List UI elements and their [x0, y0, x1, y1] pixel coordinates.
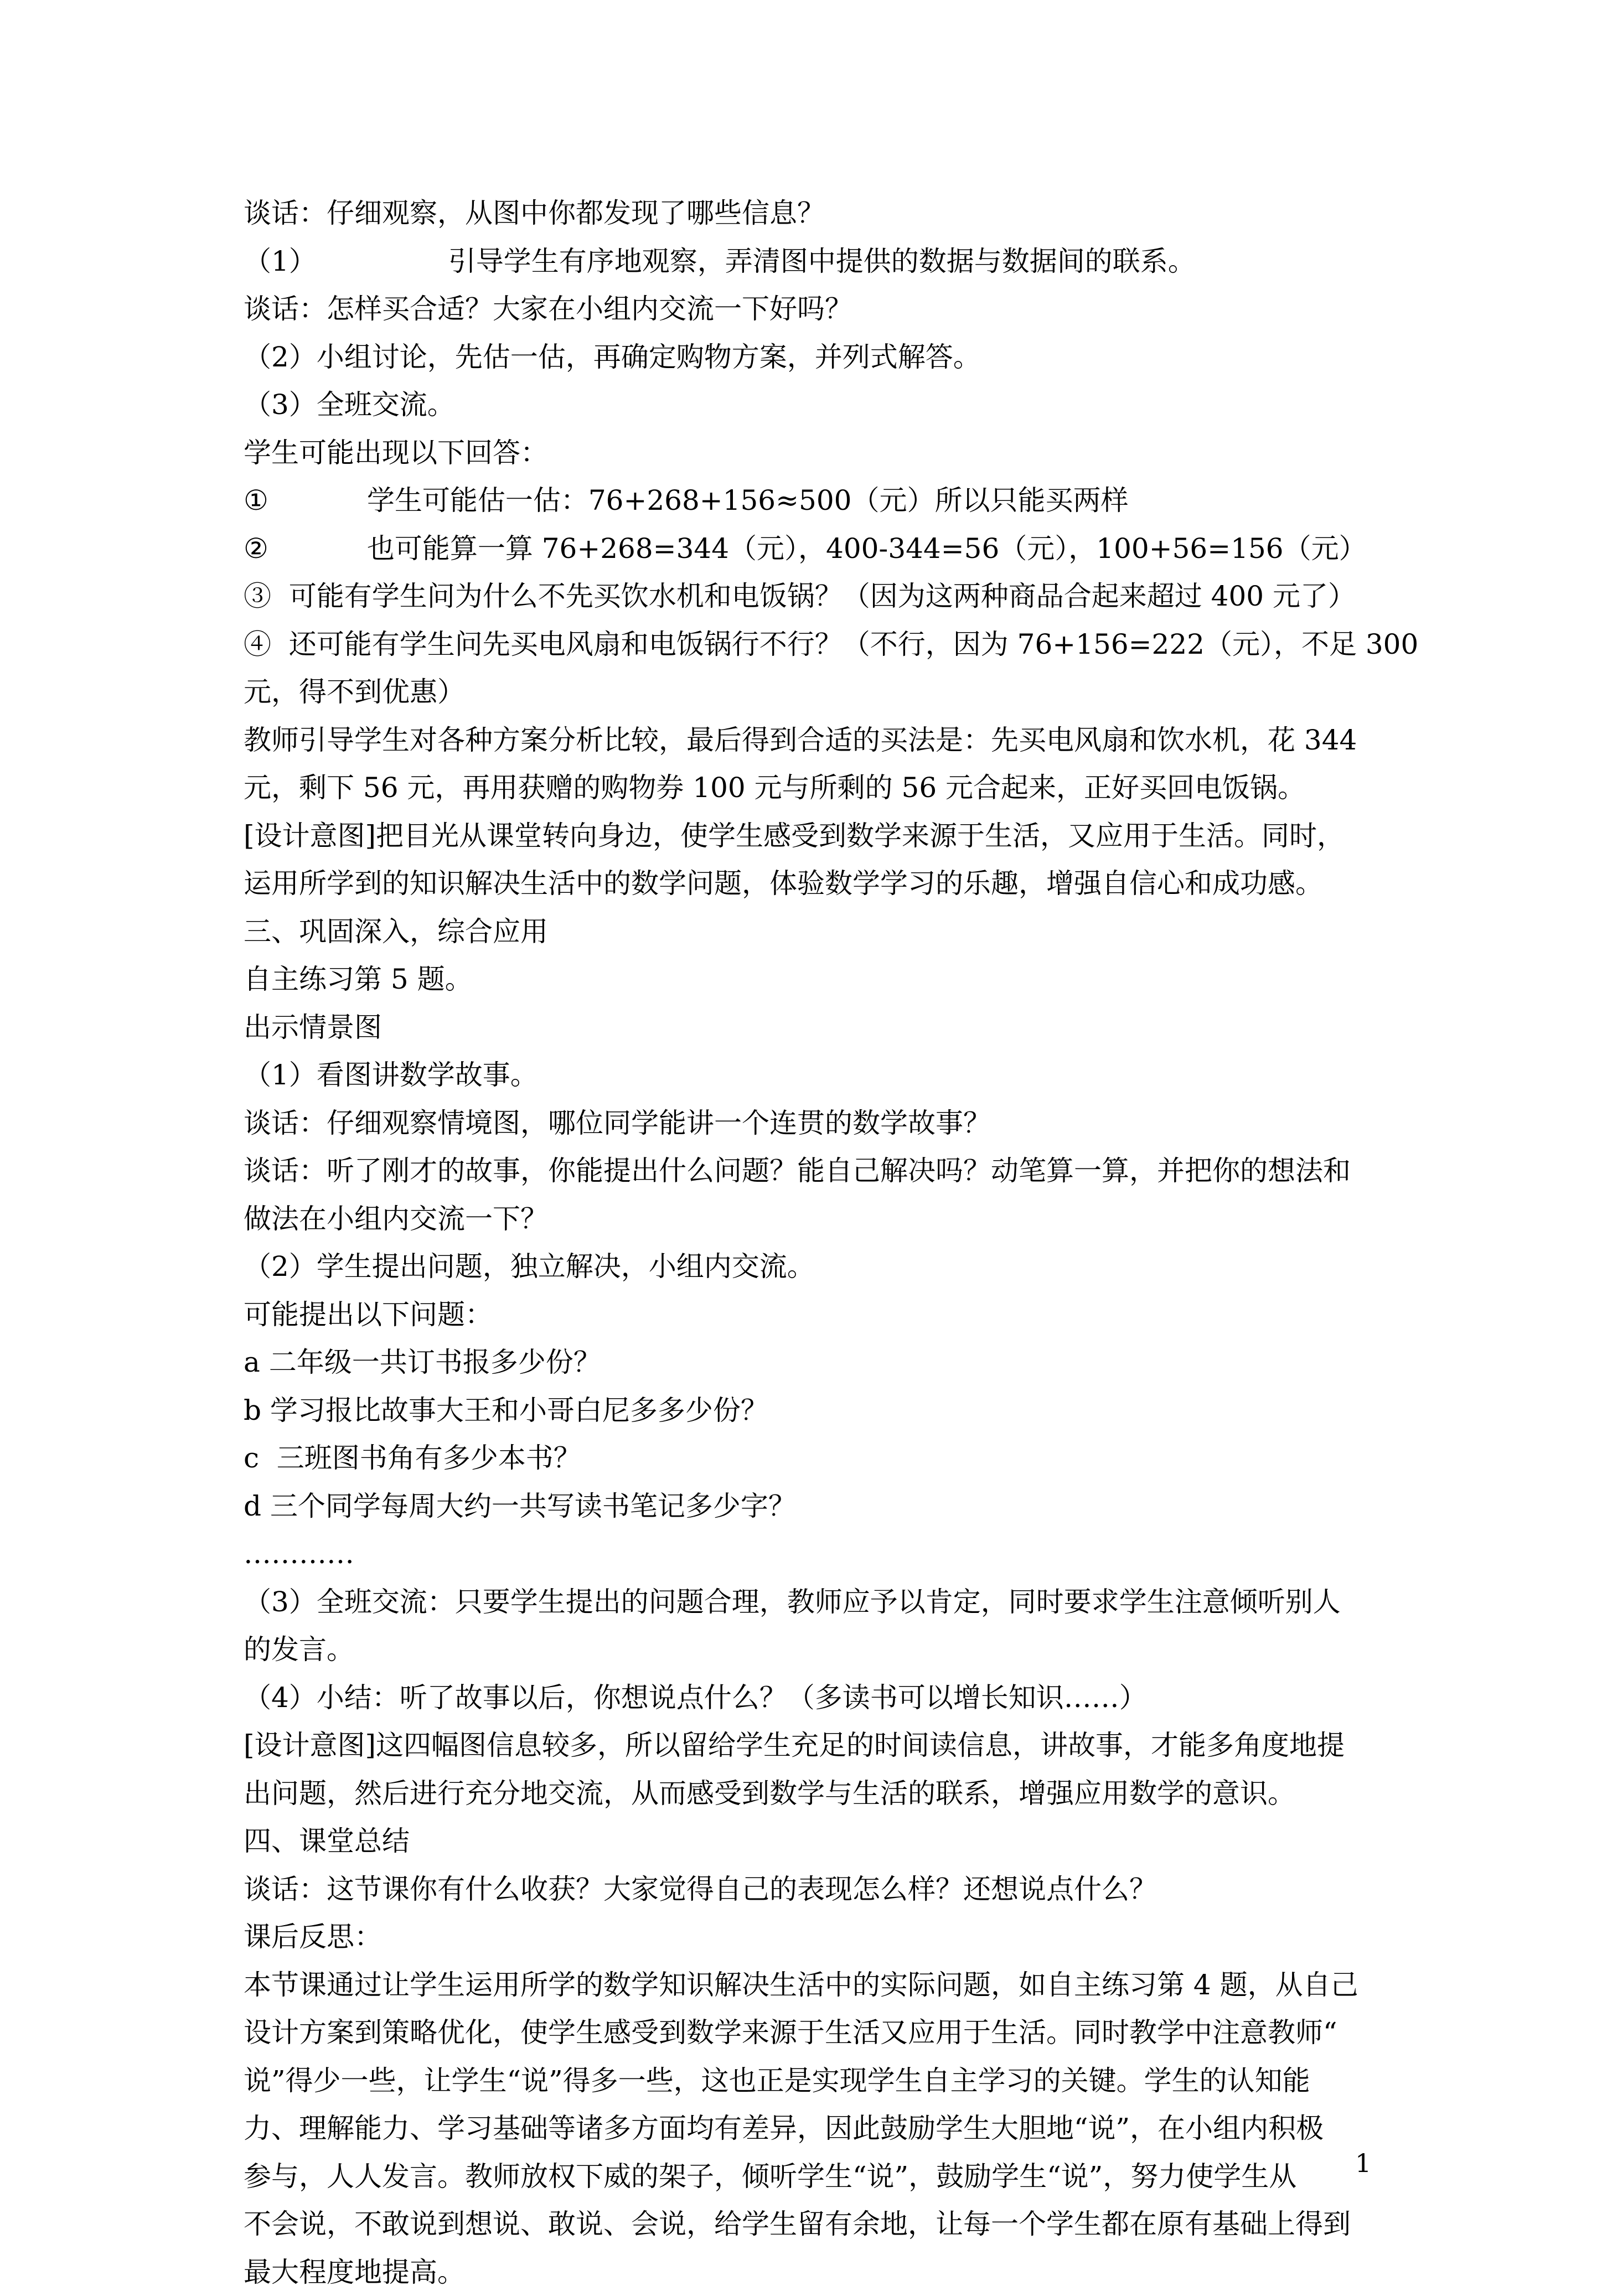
text-line: 出问题，然后进行充分地交流，从而感受到数学与生活的联系，增强应用数学的意识。: [244, 1770, 1384, 1818]
text-line: 设计方案到策略优化，使学生感受到数学来源于生活又应用于生活。同时教学中注意教师“: [244, 2009, 1384, 2057]
text-line: （2）小组讨论，先估一估，再确定购物方案，并列式解答。: [244, 333, 1384, 381]
list-marker: ①: [244, 484, 268, 516]
text-line: 可能提出以下问题：: [244, 1291, 1384, 1339]
text-line: （3）全班交流：只要学生提出的问题合理，教师应予以肯定，同时要求学生注意倾听别人: [244, 1578, 1384, 1626]
text-line: [设计意图]把目光从课堂转向身边，使学生感受到数学来源于生活，又应用于生活。同时，: [244, 812, 1384, 860]
text-line: a 二年级一共订书报多少份？: [244, 1338, 1384, 1387]
text-line: 出示情景图: [244, 1004, 1384, 1052]
section-heading: 三、巩固深入，综合应用: [244, 908, 1384, 956]
page-number: 1: [1355, 2147, 1371, 2180]
text-line: 谈话：听了刚才的故事，你能提出什么问题？能自己解决吗？动笔算一算，并把你的想法和: [244, 1147, 1384, 1195]
list-marker: ②: [244, 532, 268, 565]
list-text: 也可能算一算 76+268=344（元），400-344=56（元），100+56=156（元）: [367, 532, 1367, 565]
text-line: （3）全班交流。: [244, 381, 1384, 429]
text-line: 谈话：仔细观察，从图中你都发现了哪些信息？: [244, 189, 1384, 237]
text-line: [设计意图]这四幅图信息较多，所以留给学生充足的时间读信息，讲故事，才能多角度地提: [244, 1721, 1384, 1770]
text-line: d 三个同学每周大约一共写读书笔记多少字？: [244, 1482, 1384, 1530]
section-heading: 四、课堂总结: [244, 1817, 1384, 1865]
text-line: 谈话：怎样买合适？大家在小组内交流一下好吗？: [244, 285, 1384, 333]
list-text: 引导学生有序地观察，弄清图中提供的数据与数据间的联系。: [448, 245, 1196, 277]
text-line: 的发言。: [244, 1626, 1384, 1674]
text-line: 运用所学到的知识解决生活中的数学问题，体验数学学习的乐趣，增强自信心和成功感。: [244, 860, 1384, 908]
text-line: 不会说，不敢说到想说、敢说、会说，给学生留有余地，让每一个学生都在原有基础上得到: [244, 2200, 1384, 2248]
text-line: 最大程度地提高。: [244, 2248, 1384, 2296]
text-line: [244, 477, 1384, 525]
text-line: 做法在小组内交流一下？: [244, 1195, 1384, 1243]
list-text: 学生可能估一估：76+268+156≈500（元）所以只能买两样: [367, 484, 1129, 516]
text-line: 课后反思：: [244, 1913, 1384, 1961]
text-line: ③ 可能有学生问为什么不先买饮水机和电饭锅？（因为这两种商品合起来超过 400 元了）: [244, 572, 1384, 620]
text-line: 参与，人人发言。教师放权下威的架子，倾听学生“说”，鼓励学生“说”，努力使学生从: [244, 2153, 1384, 2201]
text-line: 谈话：仔细观察情境图，哪位同学能讲一个连贯的数学故事？: [244, 1099, 1384, 1147]
text-line: （2）学生提出问题，独立解决，小组内交流。: [244, 1243, 1384, 1291]
text-line: 学生可能出现以下回答：: [244, 429, 1384, 477]
text-line: c 三班图书角有多少本书？: [244, 1434, 1384, 1482]
text-line: 教师引导学生对各种方案分析比较，最后得到合适的买法是：先买电风扇和饮水机，花 344: [244, 716, 1384, 764]
text-line: （1）看图讲数学故事。: [244, 1051, 1384, 1099]
text-line: [244, 237, 1384, 286]
text-line: 说”得少一些，让学生“说”得多一些，这也正是实现学生自主学习的关键。学生的认知能: [244, 2057, 1384, 2105]
text-line: （4）小结：听了故事以后，你想说点什么？（多读书可以增长知识……）: [244, 1674, 1384, 1722]
text-line: 元，得不到优惠）: [244, 668, 1384, 716]
text-line: 本节课通过让学生运用所学的数学知识解决生活中的实际问题，如自主练习第 4 题，从自己: [244, 1961, 1384, 2009]
text-line: 力、理解能力、学习基础等诸多方面均有差异，因此鼓励学生大胆地“说”，在小组内积极: [244, 2104, 1384, 2153]
text-line: …………: [244, 1530, 1384, 1578]
list-marker: （1）: [244, 245, 317, 277]
text-line: ④ 还可能有学生问先买电风扇和电饭锅行不行？（不行，因为 76+156=222（元），不足 300: [244, 620, 1384, 669]
text-line: 自主练习第 5 题。: [244, 955, 1384, 1004]
text-line: b 学习报比故事大王和小哥白尼多多少份？: [244, 1387, 1384, 1435]
text-line: 元，剩下 56 元，再用获赠的购物券 100 元与所剩的 56 元合起来，正好买回电饭锅。: [244, 764, 1384, 812]
text-line: [244, 525, 1384, 573]
document-body: [244, 189, 1384, 2296]
text-line: 谈话：这节课你有什么收获？大家觉得自己的表现怎么样？还想说点什么？: [244, 1865, 1384, 1914]
